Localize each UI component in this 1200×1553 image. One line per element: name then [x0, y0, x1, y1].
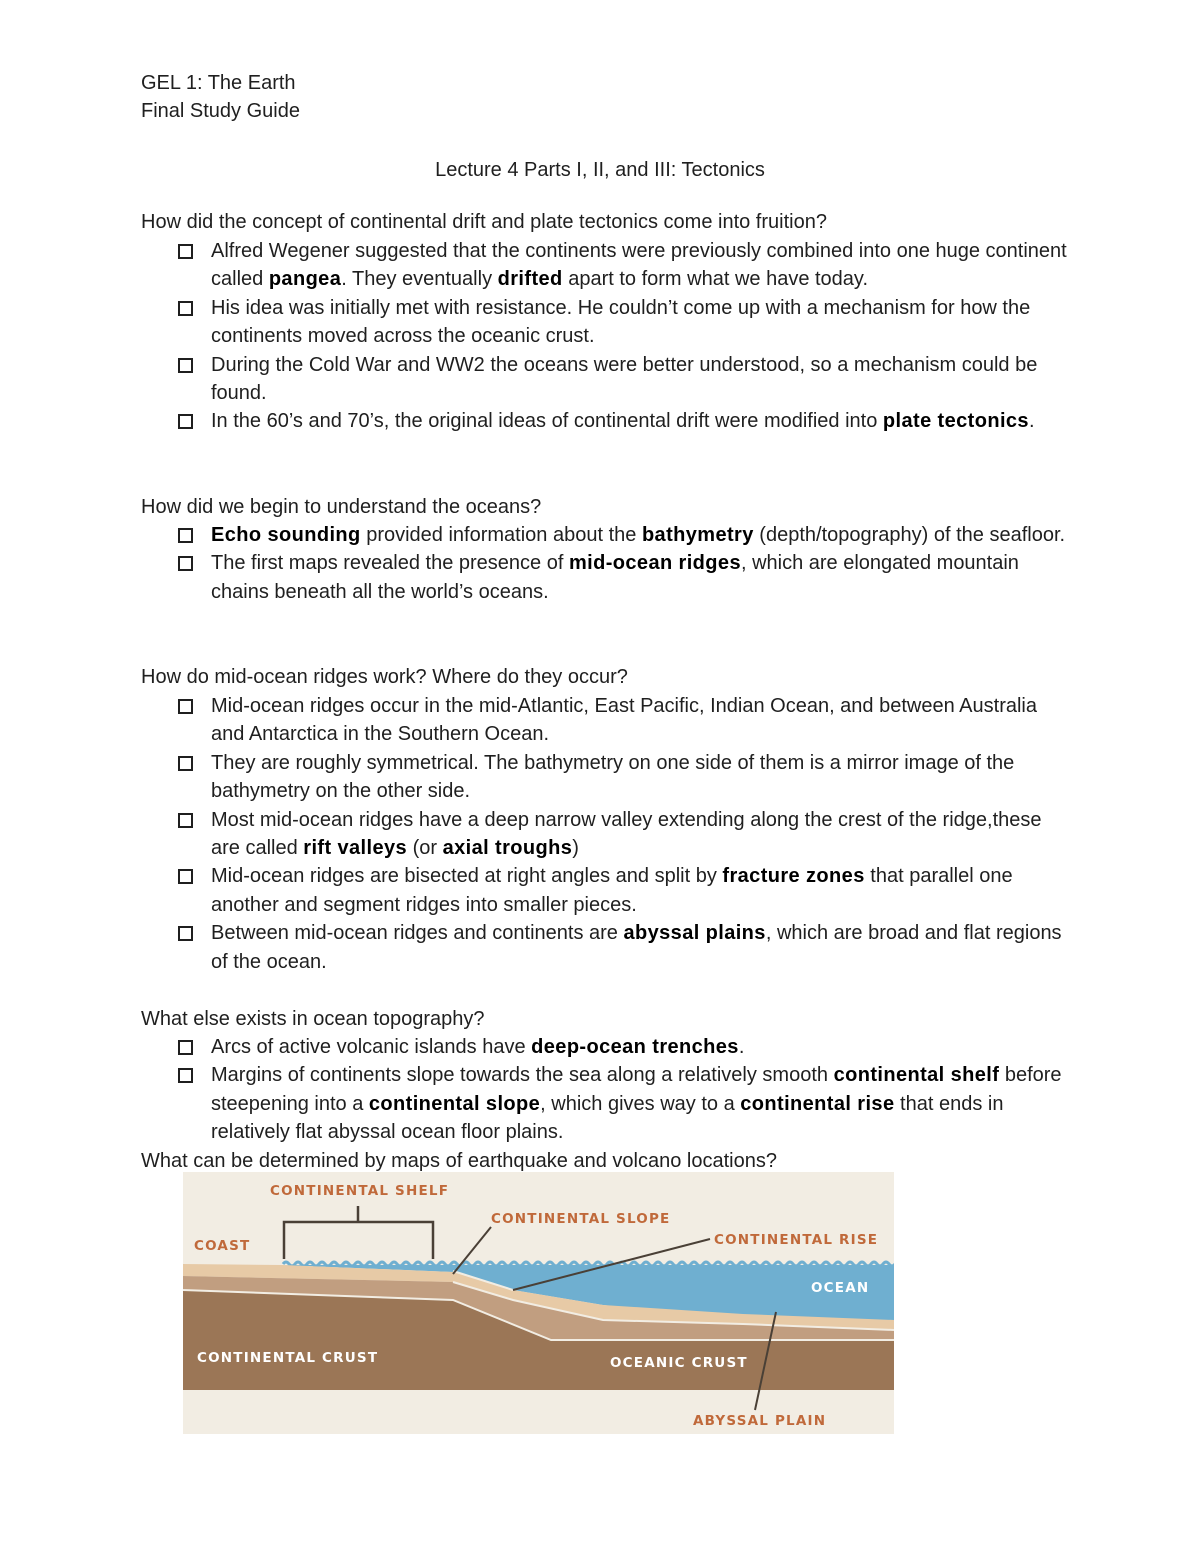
bold-term: bathymetry — [641, 524, 754, 546]
bullet-text: . — [738, 1036, 745, 1058]
bullet-text: that parallel one another and segment ridges into smaller pieces. — [211, 865, 1013, 916]
bold-term: rift valleys — [303, 837, 408, 860]
bullet-item — [0, 919, 1071, 976]
label-continental-crust: CONTINENTAL CRUST — [197, 1350, 379, 1366]
bullet-text: (depth/topography) of the seafloor. — [753, 524, 1066, 546]
bold-term: axial troughs — [442, 837, 573, 860]
bold-term: abyssal plains — [623, 922, 766, 945]
bullet-text: . They eventually — [341, 268, 498, 291]
bullet-text: , which are elongated mountain chains beneath all the world’s oceans. — [211, 552, 1019, 603]
checkbox-icon — [178, 556, 193, 571]
bullet-text: Arcs of active volcanic islands have — [211, 1036, 532, 1058]
bold-term: Echo sounding — [211, 524, 361, 546]
bullet-item — [0, 237, 1071, 294]
bullet-item — [0, 749, 1071, 806]
bullet-text: Margins of continents slope towards the sea along a relatively smooth — [211, 1064, 834, 1087]
label-abyssal-plain: ABYSSAL PLAIN — [693, 1413, 827, 1429]
bullet-item — [0, 407, 1071, 435]
bullet-item — [0, 294, 1071, 351]
document-title: Final Study Guide — [141, 100, 300, 122]
bold-term: plate tectonics — [882, 410, 1029, 433]
bullet-text: , which gives way to a — [540, 1092, 741, 1115]
bullet-text: . — [1028, 410, 1035, 433]
course-title: GEL 1: The Earth — [141, 72, 296, 94]
bullet-text: Between mid-ocean ridges and continents are — [211, 922, 624, 945]
bullet-text: Mid-ocean ridges occur in the mid-Atlantic, East Pacific, Indian Ocean, and between Australia and Antarctica in the Southern Ocean. — [211, 695, 1037, 746]
bullet-item — [0, 692, 1071, 749]
bullet-text: provided information about the — [360, 524, 642, 546]
bullet-text: (or — [407, 837, 443, 860]
bullet-item — [0, 1061, 1071, 1146]
checkbox-icon — [178, 869, 193, 884]
bullet-text: Most mid-ocean ridges have a deep narrow valley extending along the crest of the ridge,these are called — [211, 808, 1042, 860]
bold-term: fracture zones — [722, 865, 865, 888]
bold-term: continental shelf — [833, 1064, 1000, 1087]
section-question: How did the concept of continental drift and plate tectonics come into fruition? — [141, 211, 827, 233]
bullet-text: During the Cold War and WW2 the oceans were better understood, so a mechanism could be found. — [211, 353, 1038, 405]
lecture-heading: Lecture 4 Parts I, II, and III: Tectonics — [435, 159, 765, 181]
bullet-item — [0, 806, 1071, 863]
label-continental-shelf: CONTINENTAL SHELF — [270, 1183, 450, 1199]
label-oceanic-crust: OCEANIC CRUST — [610, 1355, 748, 1371]
bullet-item — [0, 549, 1071, 606]
bullet-text: His idea was initially met with resistance. He couldn’t come up with a mechanism for how the continents moved across the oceanic crust. — [211, 296, 1031, 348]
bullet-text: ) — [572, 837, 579, 860]
bullet-text: The first maps revealed the presence of — [211, 552, 569, 575]
checkbox-icon — [178, 756, 193, 771]
section-question: How do mid-ocean ridges work? Where do they occur? — [141, 666, 628, 688]
bullet-list — [0, 1033, 1200, 1147]
checkbox-icon — [178, 244, 193, 259]
bullet-item — [0, 521, 1071, 549]
checkbox-icon — [178, 699, 193, 714]
bullet-text: In the 60’s and 70’s, the original ideas of continental drift were modified into — [211, 410, 883, 433]
bullet-text: apart to form what we have today. — [562, 268, 868, 291]
bullet-item — [0, 1033, 1071, 1061]
label-ocean: OCEAN — [811, 1280, 870, 1296]
checkbox-icon — [178, 358, 193, 373]
bullet-text: , which are broad and flat regions of the ocean. — [211, 922, 1062, 973]
bold-term: deep-ocean trenches — [531, 1036, 739, 1058]
checkbox-icon — [178, 926, 193, 941]
checkbox-icon — [178, 1068, 193, 1083]
bullet-text: They are roughly symmetrical. The bathymetry on one side of them is a mirror image of the bathymetry on the other side. — [211, 751, 1015, 803]
bold-term: continental rise — [740, 1092, 895, 1115]
bullet-text: Alfred Wegener suggested that the continents were previously combined into one huge continent called — [211, 240, 1067, 291]
bold-term: drifted — [497, 268, 563, 291]
bullet-list — [0, 237, 1200, 436]
bold-term: mid-ocean ridges — [568, 552, 741, 575]
bullet-text: before steepening into a — [211, 1064, 1062, 1115]
label-continental-slope: CONTINENTAL SLOPE — [491, 1211, 671, 1227]
bold-term: continental slope — [368, 1092, 541, 1115]
checkbox-icon — [178, 1040, 193, 1055]
bullet-item — [0, 351, 1071, 408]
label-continental-rise: CONTINENTAL RISE — [714, 1232, 879, 1248]
section-question: What else exists in ocean topography? — [141, 1008, 485, 1030]
bold-term: pangea — [268, 268, 342, 291]
checkbox-icon — [178, 813, 193, 828]
checkbox-icon — [178, 528, 193, 543]
section-question: How did we begin to understand the oceans? — [141, 496, 542, 518]
checkbox-icon — [178, 301, 193, 316]
checkbox-icon — [178, 414, 193, 429]
bullet-text: Mid-ocean ridges are bisected at right angles and split by — [211, 865, 723, 888]
bullet-list — [0, 692, 1200, 976]
bullet-list — [0, 521, 1200, 606]
ocean-floor-diagram — [183, 1172, 894, 1434]
label-coast: COAST — [194, 1238, 251, 1254]
section-question: What can be determined by maps of earthquake and volcano locations? — [141, 1150, 777, 1172]
bullet-item — [0, 862, 1071, 919]
bullet-text: that ends in relatively flat abyssal ocean floor plains. — [211, 1092, 1004, 1144]
